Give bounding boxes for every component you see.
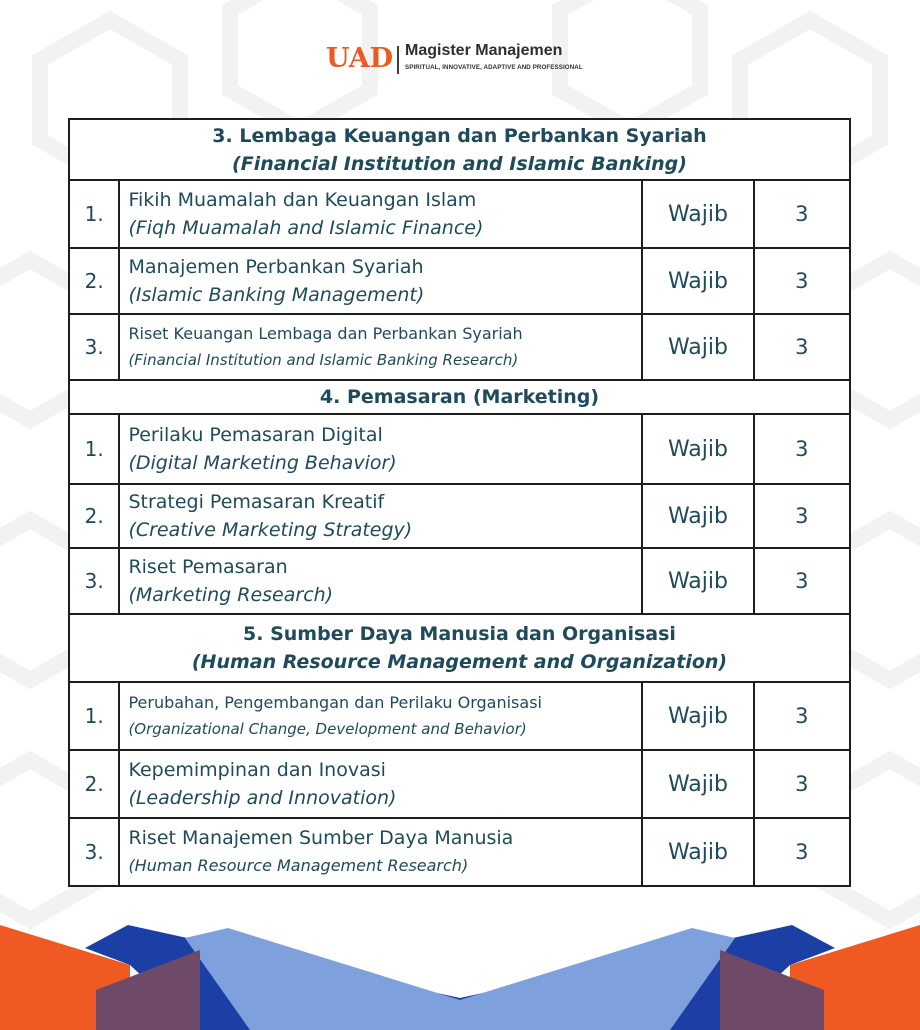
table-row xyxy=(69,818,850,886)
course-credits: 3 xyxy=(754,548,851,614)
course-number: 2. xyxy=(69,750,119,818)
course-name: Riset Keuangan Lembaga dan Perbankan Syariah xyxy=(128,324,523,343)
course-status: Wajib xyxy=(642,484,753,548)
course-english-name: (Fiqh Muamalah and Islamic Finance) xyxy=(128,217,484,239)
course-name: Perubahan, Pengembangan dan Perilaku Organisasi xyxy=(128,693,542,712)
course-english-name: (Organizational Change, Development and Behavior) xyxy=(128,720,527,738)
course-name-cell xyxy=(119,414,642,484)
course-name: Riset Pemasaran xyxy=(128,556,288,578)
header-tagline: SPIRITUAL, INNOVATIVE, ADAPTIVE AND PROFESSIONAL xyxy=(405,64,583,71)
course-english-name: (Creative Marketing Strategy) xyxy=(128,519,413,541)
section-header-row xyxy=(69,614,850,682)
course-number: 1. xyxy=(69,414,119,484)
section-header xyxy=(69,119,850,180)
course-english-name: (Islamic Banking Management) xyxy=(128,284,425,306)
course-english-name: (Digital Marketing Behavior) xyxy=(128,452,397,474)
table-row xyxy=(69,682,850,750)
course-credits: 3 xyxy=(754,818,851,886)
course-credits: 3 xyxy=(754,248,851,314)
section-header xyxy=(69,380,850,414)
course-number: 3. xyxy=(69,314,119,380)
section-header-row xyxy=(69,119,850,180)
course-status: Wajib xyxy=(642,414,753,484)
course-status: Wajib xyxy=(642,248,753,314)
course-name-cell xyxy=(119,314,642,380)
course-status: Wajib xyxy=(642,180,753,248)
course-credits: 3 xyxy=(754,484,851,548)
course-name-cell xyxy=(119,180,642,248)
course-name: Perilaku Pemasaran Digital xyxy=(128,424,383,446)
course-table xyxy=(68,118,851,887)
header-title: Magister Manajemen xyxy=(405,42,563,59)
course-name: Strategi Pemasaran Kreatif xyxy=(128,491,385,513)
course-name: Riset Manajemen Sumber Daya Manusia xyxy=(128,827,514,849)
section-title: 5. Sumber Daya Manusia dan Organisasi xyxy=(243,623,676,645)
header xyxy=(0,40,920,80)
section-subtitle: (Human Resource Management and Organization) xyxy=(191,651,728,673)
course-name: Manajemen Perbankan Syariah xyxy=(128,256,424,278)
table-row xyxy=(69,750,850,818)
course-name-cell xyxy=(119,548,642,614)
course-credits: 3 xyxy=(754,180,851,248)
course-status: Wajib xyxy=(642,818,753,886)
course-status: Wajib xyxy=(642,750,753,818)
course-name-cell xyxy=(119,818,642,886)
course-credits: 3 xyxy=(754,314,851,380)
course-name-cell xyxy=(119,248,642,314)
course-credits: 3 xyxy=(754,682,851,750)
course-name: Fikih Muamalah dan Keuangan Islam xyxy=(128,189,477,211)
course-number: 3. xyxy=(69,548,119,614)
course-credits: 3 xyxy=(754,750,851,818)
course-credits: 3 xyxy=(754,414,851,484)
course-number: 2. xyxy=(69,248,119,314)
course-english-name: (Leadership and Innovation) xyxy=(128,787,397,809)
course-english-name: (Financial Institution and Islamic Banking Research) xyxy=(128,351,519,369)
course-status: Wajib xyxy=(642,314,753,380)
uad-logo: UAD xyxy=(326,43,394,74)
course-english-name: (Human Resource Management Research) xyxy=(128,856,469,875)
logo-divider xyxy=(397,46,399,74)
course-name-cell xyxy=(119,484,642,548)
course-number: 1. xyxy=(69,180,119,248)
course-english-name: (Marketing Research) xyxy=(128,584,334,606)
course-number: 2. xyxy=(69,484,119,548)
course-number: 1. xyxy=(69,682,119,750)
table-row xyxy=(69,180,850,248)
course-name: Kepemimpinan dan Inovasi xyxy=(128,759,386,781)
table-row xyxy=(69,248,850,314)
table-row xyxy=(69,314,850,380)
section-header xyxy=(69,614,850,682)
course-number: 3. xyxy=(69,818,119,886)
section-header-row xyxy=(69,380,850,414)
course-status: Wajib xyxy=(642,548,753,614)
section-subtitle: (Financial Institution and Islamic Banking) xyxy=(232,152,687,175)
table-row xyxy=(69,484,850,548)
table-row xyxy=(69,548,850,614)
course-name-cell xyxy=(119,750,642,818)
course-status: Wajib xyxy=(642,682,753,750)
course-name-cell xyxy=(119,682,642,750)
section-title: 4. Pemasaran (Marketing) xyxy=(319,386,600,408)
section-title: 3. Lembaga Keuangan dan Perbankan Syariah xyxy=(212,124,707,147)
table-row xyxy=(69,414,850,484)
footer-decoration xyxy=(0,910,920,1030)
